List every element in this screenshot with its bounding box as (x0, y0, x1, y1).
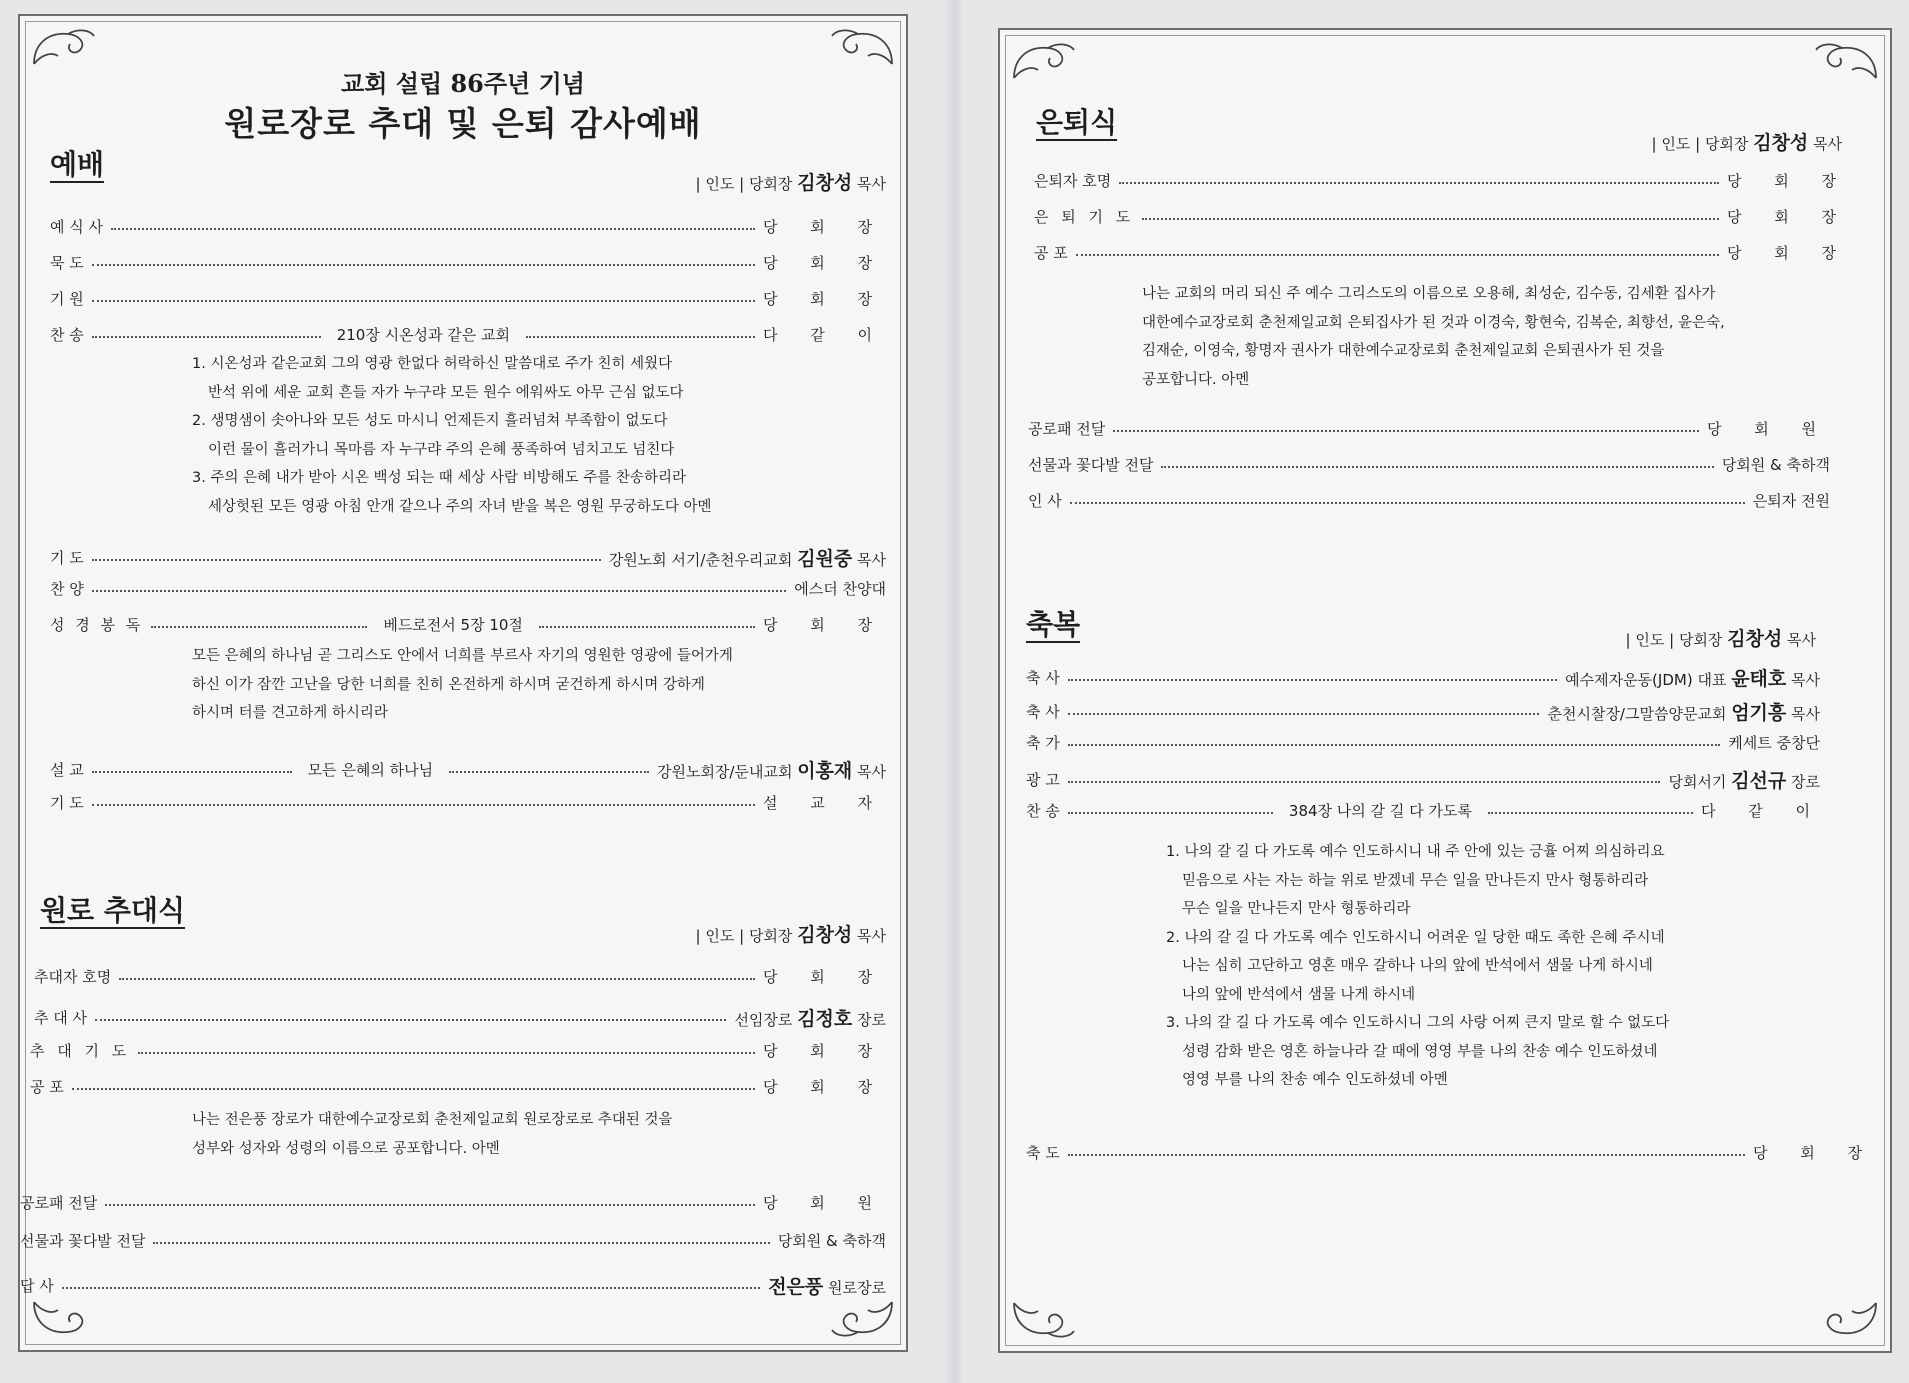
corner-flourish-icon (826, 1294, 898, 1342)
section-title-worship: 예배 (50, 150, 104, 183)
corner-flourish-icon (1008, 1295, 1080, 1343)
order-row: 공로패 전달 당 회 원 (1028, 420, 1830, 438)
order-row-hymn: 찬 송 210장 시온성과 같은 교회 다 같 이 (50, 326, 886, 344)
elder-proclamation: 나는 전은풍 장로가 대한예수교장로회 춘천제일교회 원로장로로 추대된 것을 성부와 성자와 성령의 이름으로 공포합니다. 아멘 (192, 1112, 673, 1157)
order-row: 기 원 당 회 장 (50, 290, 886, 308)
corner-flourish-icon (1008, 38, 1080, 86)
section-title-blessing: 축복 (1026, 610, 1080, 643)
retire-proclamation: 나는 교회의 머리 되신 주 예수 그리스도의 이름으로 오용해, 최성순, 김수동, 김세환 집사가 대한예수교장로회 춘천제일교회 은퇴집사가 된 것과 이경숙, 황현숙, 김복순, 최향선, 윤은숙, 김재순, 이영숙, 황명자 권사가 대한예수교장로회 춘천제일교회 은퇴권사가 된 것을 공포합니다. 아멘 (1142, 286, 1725, 388)
order-row-prayer: 기 도 강원노회 서기/춘천우리교회 김원중 목사 (50, 548, 886, 570)
order-row: 추 대 사 선임장로 김정호 장로 (34, 1008, 886, 1030)
order-row: 추 대 기 도 당 회 장 (30, 1042, 886, 1060)
order-row-scripture: 성 경 봉 독 베드로전서 5장 10절 당 회 장 (50, 616, 887, 634)
order-row: 인 사 은퇴자 전원 (1028, 492, 1830, 510)
section-title-elder: 원로 추대식 (40, 896, 185, 929)
order-row: 축 사 춘천시찰장/그말씀양문교회 엄기흥 목사 (1026, 702, 1820, 724)
section-title-retire: 은퇴식 (1036, 108, 1117, 141)
retire-leader: | 인도 | 당회장 김창성 목사 (1651, 132, 1842, 154)
program-page-left (18, 14, 908, 1352)
order-row-hymn: 찬 송 384장 나의 갈 길 다 가도록 다 같 이 (1026, 802, 1824, 820)
order-row: 축 사 예수제자운동(JDM) 대표 윤태호 목사 (1026, 668, 1820, 690)
blessing-leader: | 인도 | 당회장 김창성 목사 (1625, 628, 1816, 650)
order-row: 은 퇴 기 도 당 회 장 (1034, 208, 1850, 226)
order-row-sermon: 설 교 모든 은혜의 하나님 강원노회장/둔내교회 이홍재 목사 (50, 760, 887, 782)
order-row: 묵 도 당 회 장 (50, 254, 886, 272)
elder-leader: | 인도 | 당회장 김창성 목사 (695, 924, 886, 946)
order-row: 예 식 사 당 회 장 (50, 218, 886, 236)
order-row: 추대자 호명 당 회 장 (34, 968, 886, 986)
order-row-anthem: 찬 양 에스더 찬양대 (50, 580, 886, 598)
order-row: 은퇴자 호명 당 회 장 (1034, 172, 1850, 190)
program-subtitle: 교회 설립 86주년 기념 (341, 69, 585, 98)
program-page-right (998, 28, 1892, 1353)
corner-flourish-icon (28, 1294, 100, 1342)
order-row: 공로패 전달 당 회 원 (20, 1194, 886, 1212)
order-row: 축 가 케세트 중창단 (1026, 734, 1820, 752)
order-row-benediction: 축 도 당 회 장 (1026, 1144, 1876, 1162)
program-title: 원로장로 추대 및 은퇴 감사예배 (224, 104, 702, 143)
hymn-lyrics: 1. 나의 갈 길 다 가도록 예수 인도하시니 내 주 안에 있는 긍휼 어찌 의심하리요 믿음으로 사는 자는 하늘 위로 받겠네 무슨 일을 만나든지 만사 형통하리라 무슨 일을 만나든지 만사 형통하리라 2. 나의 갈 길 다 가도록 예수 인도하시니 어려운 일 당한 때도 족한 은혜 주시네 나는 심히 고단하고 영혼 매우 갈하나 나의 앞에 반석에서 샘물 나게 하시네 나의 앞에 반석에서 샘물 나게 하시네 3. 나의 갈 길 다 가도록 예수 인도하시니 그의 사랑 어찌 큰지 말로 할 수 없도다 성령 감화 받은 영혼 하늘나라 갈 때에 영영 부를 나의 찬송 예수 인도하셨네 영영 부를 나의 찬송 예수 인도하셨네 아멘 (1166, 844, 1670, 1088)
order-row: 답 사 전은풍 원로장로 (20, 1276, 886, 1298)
corner-flourish-icon (1810, 1295, 1882, 1343)
hymn-lyrics: 1. 시온성과 같은교회 그의 영광 한없다 허락하신 말씀대로 주가 친히 세웠다 반석 위에 세운 교회 흔들 자가 누구랴 모든 원수 에워싸도 아무 근심 없도다 2. 생명샘이 솟아나와 모든 성도 마시니 언제든지 흘러넘쳐 부족함이 없도다 이런 물이 흘러가니 목마름 자 누구랴 주의 은혜 풍족하여 넘치고도 넘친다 3. 주의 은혜 내가 받아 시온 백성 되는 때 세상 사람 비방해도 주를 찬송하리라 세상헛된 모든 영광 아침 안개 같으나 주의 자녀 받을 복은 영원 무궁하도다 아멘 (192, 356, 712, 515)
worship-leader: | 인도 | 당회장 김창성 목사 (695, 172, 886, 194)
order-row-closing-prayer: 기 도 설 교 자 (50, 794, 886, 812)
order-row: 선물과 꽃다발 전달 당회원 & 축하객 (1028, 456, 1830, 474)
scripture-text: 모든 은혜의 하나님 곧 그리스도 안에서 너희를 부르사 자기의 영원한 영광에 들어가게 하신 이가 잠깐 고난을 당한 너희를 친히 온전하게 하시며 굳건하게 하시며 강하게 하시며 터를 견고하게 하시리라 (192, 648, 733, 721)
order-row: 선물과 꽃다발 전달 당회원 & 축하객 (20, 1232, 886, 1250)
page-fold (946, 0, 964, 1383)
order-row: 광 고 당회서기 김선규 장로 (1026, 770, 1820, 792)
corner-flourish-icon (1810, 38, 1882, 86)
order-row: 공 포 당 회 장 (30, 1078, 886, 1096)
order-row: 공 포 당 회 장 (1034, 244, 1850, 262)
